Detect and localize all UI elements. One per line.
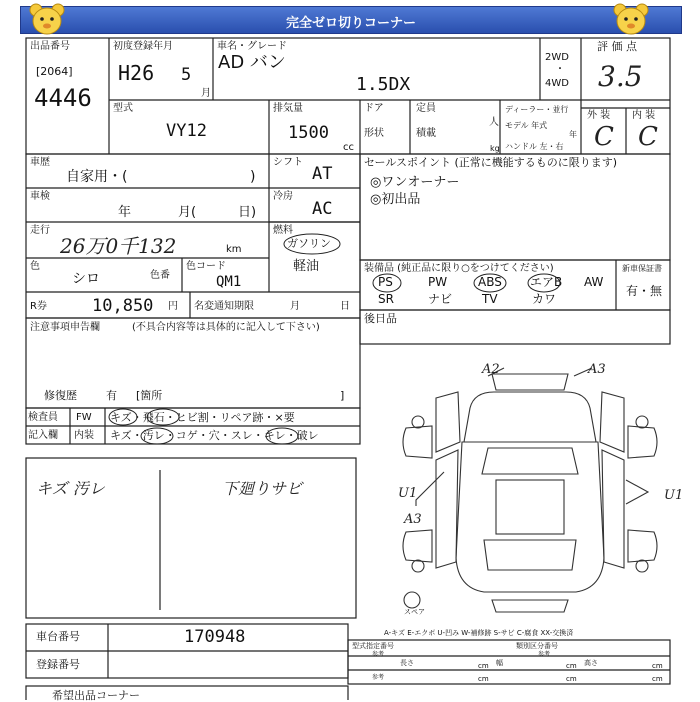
- equipment-circle-marks: [368, 272, 568, 294]
- remark-mid: 下廻りサビ: [222, 479, 303, 498]
- legend-cm-2: cm: [566, 662, 577, 670]
- model-name-label: 車名・グレード: [217, 41, 287, 52]
- legend-cm-3: cm: [652, 662, 663, 670]
- wish-corner-label: 希望出品コーナー: [52, 689, 140, 702]
- dealer-label: ディーラー・並行: [505, 105, 569, 114]
- equipment-ps: PS: [378, 275, 393, 289]
- repair-place-close: ]: [340, 389, 345, 402]
- drive-4wd: 4WD: [545, 78, 569, 89]
- shift-value: AT: [312, 164, 333, 184]
- model-year-label: モデル 年式: [505, 121, 548, 130]
- transfer-month: 月: [290, 301, 300, 312]
- rear-label: 後日品: [364, 312, 397, 325]
- equipment-abs: ABS: [478, 275, 502, 289]
- fuel-diesel: 軽油: [293, 259, 320, 274]
- load-unit: kg: [490, 144, 500, 153]
- cooling-label: 冷房: [273, 191, 293, 202]
- diagram-mark-a3-left: A3: [404, 512, 422, 527]
- diagram-mark-a2: A2: [482, 362, 500, 377]
- equipment-navi: ナビ: [428, 292, 453, 306]
- check-row-2: キズ・汚レ・コゲ・穴・スレ・キレ・破レ: [110, 429, 319, 442]
- lot-number: 4446: [34, 84, 92, 112]
- check-label-1: 検査員: [28, 412, 58, 423]
- legend-size-2: 類別区分番号: [516, 642, 558, 650]
- mileage-value: 26万0千132: [60, 234, 177, 258]
- drive-dot: ・: [555, 64, 565, 75]
- diagram-mark-a3-top: A3: [588, 362, 606, 377]
- shape-label: 形状: [364, 128, 384, 139]
- equipment-tv: TV: [482, 292, 498, 306]
- header-title: 完全ゼロ切りコーナー: [285, 16, 416, 31]
- legend-cm-6: cm: [652, 675, 663, 683]
- drive-2wd: 2WD: [545, 52, 569, 63]
- frame-value: 170948: [184, 627, 246, 647]
- rating-score: 3.5: [598, 60, 643, 93]
- color-value: シロ: [72, 271, 100, 287]
- equipment-leather: カワ: [532, 292, 557, 306]
- lot-code: [2064]: [36, 65, 73, 78]
- color-code-label-2: 色コード: [186, 261, 226, 272]
- check-fw: FW: [76, 412, 92, 423]
- first-reg-era: H26: [118, 61, 155, 85]
- cooling-value: AC: [312, 199, 333, 219]
- repair-value: 有: [106, 389, 117, 402]
- notes-sub: (不具合内容等は具体的に記入して下さい): [132, 322, 320, 333]
- equipment-aw: AW: [584, 275, 604, 289]
- color-label: 色: [30, 261, 40, 272]
- notes-label: 注意事項申告欄: [30, 322, 100, 333]
- model-type: VY12: [166, 121, 207, 141]
- legend-ref-3: 参考: [372, 674, 385, 681]
- color-code: QM1: [216, 274, 242, 290]
- inspection-label: 車検: [30, 191, 50, 202]
- diagram-spare-label: スペア: [404, 608, 425, 616]
- inspection-month: 月(: [178, 205, 197, 220]
- year-unit: 年: [569, 130, 577, 139]
- mileage-unit: km: [226, 244, 242, 255]
- model-name: AD バン: [218, 52, 286, 73]
- model-grade: 1.5DX: [356, 74, 411, 95]
- legend-width: 幅: [496, 659, 503, 667]
- handle-label: ハンドル 左・右: [505, 142, 564, 151]
- check-label-2: 記入欄: [28, 430, 58, 441]
- diagram-mark-u1-right: U1: [664, 488, 684, 503]
- first-reg-label: 初度登録年月: [113, 41, 173, 52]
- rating-int-label: 内 装: [632, 110, 656, 121]
- legend-line: A-キズ E-エクボ U-凹み W-補修跡 S-サビ C-腐食 XX-交換済: [384, 629, 574, 637]
- sales-label: セールスポイント (正常に機能するものに限ります): [364, 156, 618, 169]
- history-close: ): [250, 169, 256, 185]
- repair-place: [箇所: [136, 389, 163, 402]
- history-label: 車歴: [30, 157, 50, 168]
- capacity-unit: 人: [489, 117, 499, 128]
- inspection-year: 年: [118, 205, 132, 220]
- repair-label: 修復歴: [44, 389, 77, 402]
- car-diagram: [396, 362, 672, 618]
- first-reg-month-unit: 月: [201, 88, 211, 99]
- recycle-unit: 円: [168, 301, 178, 312]
- rating-label: 評 価 点: [597, 40, 637, 53]
- transfer-day: 日: [340, 301, 350, 312]
- legend-size-1: 型式指定番号: [352, 642, 394, 650]
- remark-left-1: キズ: [36, 479, 68, 498]
- equipment-airbag: エアB: [530, 275, 563, 289]
- legend-cm-4: cm: [478, 675, 489, 683]
- check-circle-marks: [105, 408, 365, 446]
- remark-left: [36, 476, 105, 499]
- displacement-value: 1500: [288, 123, 329, 143]
- rating-ext-label: 外 装: [587, 110, 611, 121]
- legend-length: 長さ: [400, 659, 414, 667]
- check-row-1: キズ・飛石・ヒビ割・リペア跡・×要: [110, 411, 295, 424]
- equipment-pw: PW: [428, 275, 448, 289]
- equipment-sr: SR: [378, 292, 394, 306]
- history-value: 自家用・(: [66, 169, 128, 185]
- mileage-label: 走行: [30, 225, 50, 236]
- remark-left-2: 汚レ: [72, 479, 105, 498]
- check-naiso: 内装: [74, 430, 94, 441]
- legend-ref-1: 参考: [372, 651, 385, 658]
- sales-point-1: ◎ワンオーナー: [370, 175, 460, 190]
- fuel-gas: ガソリン: [287, 237, 331, 250]
- model-type-label: 型式: [113, 103, 133, 114]
- frame-label: 車台番号: [36, 630, 80, 643]
- legend-height: 高さ: [584, 659, 598, 667]
- warranty-value: 有・無: [626, 284, 663, 298]
- fuel-label: 燃料: [273, 225, 293, 236]
- legend-cm-5: cm: [566, 675, 577, 683]
- recycle-value: 10,850: [92, 296, 154, 316]
- color-code-label-1: 色番: [150, 270, 170, 281]
- transfer-label: 名変通知期限: [194, 301, 254, 312]
- equipment-label: 装備品 (純正品に限り○をつけてください): [364, 263, 554, 274]
- inspection-day: 日): [238, 205, 257, 220]
- shift-label: シフト: [273, 157, 303, 168]
- displacement-unit: cc: [343, 142, 354, 153]
- diagram-mark-u1-left: U1: [398, 486, 418, 501]
- displacement-label: 排気量: [273, 103, 303, 114]
- load-label: 積載: [416, 128, 436, 139]
- warranty-label: 新車保証書: [622, 264, 662, 273]
- rating-int: C: [638, 122, 658, 152]
- plate-label: 登録番号: [36, 658, 80, 671]
- capacity-label: 定員: [416, 103, 436, 114]
- recycle-label: R券: [30, 301, 47, 312]
- lot-label: 出品番号: [30, 41, 70, 52]
- door-label: ドア: [364, 103, 384, 114]
- first-reg-month: 5: [181, 65, 192, 85]
- rating-ext: C: [594, 122, 614, 152]
- legend-ref-2: 参考: [538, 651, 551, 658]
- sales-point-2: ◎初出品: [370, 192, 421, 207]
- fuel-circle-mark: [282, 232, 342, 256]
- legend-cm-1: cm: [478, 662, 489, 670]
